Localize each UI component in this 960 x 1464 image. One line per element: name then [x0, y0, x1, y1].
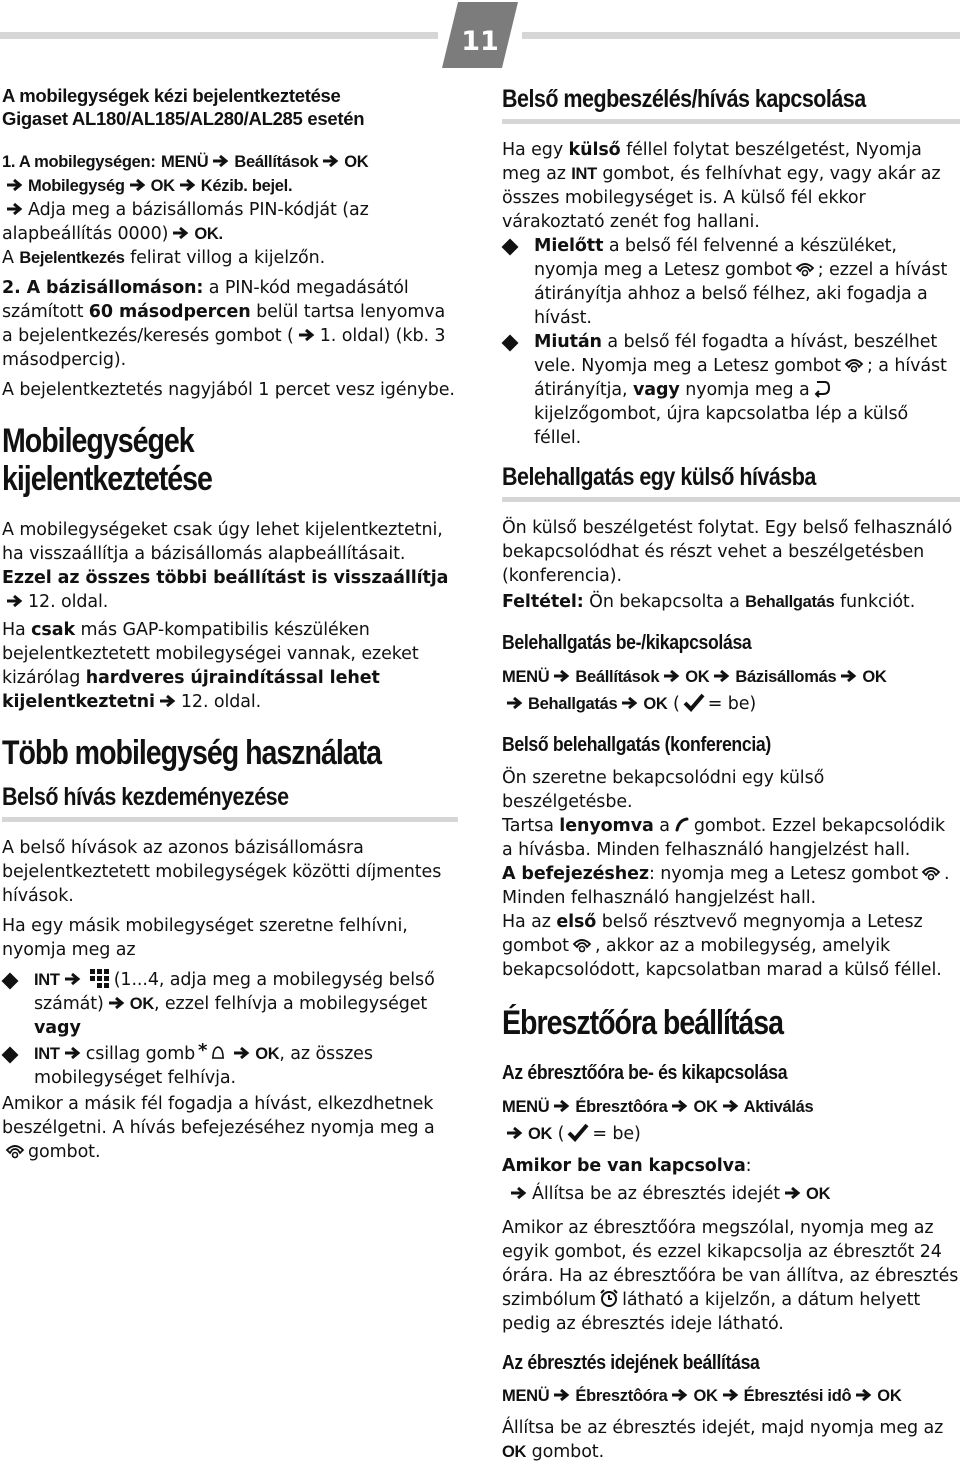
arrow-icon — [840, 669, 858, 683]
ok-key: OK — [862, 668, 887, 686]
cp4-c: belső résztvevő megnyomja a Letesz gombot — [502, 912, 923, 956]
alarm-para-a: Amikor az ébresztőóra megszólal, nyomja meg az egyik gombot, és ezzel kikapcsolja az ébresztőt 24 órára. Ha az ébresztőóra be van állítva, az ébresztés szimbólum — [502, 1218, 959, 1310]
header-rule-right — [522, 32, 960, 39]
internal-para-1: A belső hívások az azonos bázisállomásra bejelentkeztetett mobilegységek közötti díjmentes hívások. — [2, 838, 442, 906]
arrow-icon — [722, 1388, 740, 1402]
check-icon — [567, 1122, 589, 1142]
heading-rule — [2, 817, 458, 822]
transfer-heading: Belső megbeszélés/hívás kapcsolása — [502, 85, 866, 113]
end-call-icon — [795, 260, 815, 278]
tb2-f: kijelzőgombot, újra kapcsolatba lép a külső féllel. — [534, 404, 909, 448]
conf-para-4 — [502, 910, 960, 982]
when-on-label: Amikor be van kapcsolva — [502, 1156, 746, 1176]
ok-key: OK — [643, 695, 668, 713]
listen-para-1: Ön külső beszélgetést folytat. Egy belső felhasználó bekapcsolódhat és részt vehet a beszélgetésben (konferencia). — [502, 518, 953, 586]
alarm-path: MENÜ Ébresztôóra OK Aktiválás OK ( = be) — [502, 1098, 814, 1144]
alarm-para — [502, 1216, 960, 1336]
bullet-call-one — [2, 968, 458, 1040]
ok-key: OK — [528, 1125, 553, 1143]
step-2-text-c: belül tartsa lenyomva a bejelentkezés/keresés gombot ( — [2, 302, 446, 346]
display-registering: Bejelentkezés — [19, 249, 125, 267]
menu-handset: Mobilegység — [28, 177, 125, 195]
end-call-icon — [844, 356, 864, 374]
arrow-icon — [506, 1126, 524, 1140]
deregister-para-2 — [2, 566, 458, 614]
cp3-b: : nyomja meg a Letesz gombot — [648, 864, 918, 884]
menu-alarm: Ébresztôóra — [575, 1387, 668, 1405]
alarm-time-path — [502, 1384, 960, 1408]
bullet-icon — [2, 973, 19, 990]
blink-text-a: A — [2, 248, 14, 268]
cp3-a: A befejezéshez — [502, 864, 649, 884]
deregister-heading-line1: Mobilegységek — [2, 422, 194, 460]
step-2 — [2, 276, 458, 372]
arrow-icon — [722, 1099, 740, 1113]
tb2-e: nyomja meg a — [685, 380, 810, 400]
arrow-icon — [553, 669, 571, 683]
menu-base: Bázisállomás — [735, 668, 837, 686]
ok-key: OK — [693, 1098, 718, 1116]
cp4-d: , akkor az a mobilegység, amelyik bekapcsolódott, kapcsolatban marad a külső féllel. — [502, 936, 942, 980]
atp-b: gombot. — [531, 1442, 605, 1462]
alarm-para-b: látható a kijelzőn, a dátum helyett pedig az ébresztés ideje látható. — [502, 1290, 921, 1334]
page-number-tab — [440, 0, 520, 68]
menu-settings: Beállítások — [575, 668, 660, 686]
arrow-icon — [322, 154, 340, 168]
alarm-when-on — [502, 1154, 960, 1178]
internal-p3-end: gombot. — [28, 1142, 101, 1162]
or-text: vagy — [34, 1018, 81, 1038]
ok-key: OK — [255, 1045, 280, 1063]
arrow-icon — [6, 178, 24, 192]
transfer-bullet-1 — [502, 234, 960, 330]
page-number: 11 — [461, 26, 499, 57]
keypad-icon — [89, 968, 111, 988]
ok-key: OK — [502, 1443, 527, 1461]
menu-key: MENÜ — [161, 153, 209, 171]
internal-para-3 — [2, 1092, 458, 1164]
svg-text:*: * — [198, 1042, 208, 1061]
pin-instruction: Adja meg a bázisállomás PIN-kódját (az alapbeállítás 0000) — [2, 200, 369, 244]
int-key: INT — [571, 165, 597, 183]
on-label: = be) — [707, 694, 757, 714]
left-column — [2, 84, 458, 1164]
bullet-icon — [502, 239, 519, 256]
b2-text-b: , az összes mobilegységet felhívja. — [34, 1044, 373, 1088]
cp2-c: a — [659, 816, 670, 836]
header-rule-left — [0, 32, 438, 39]
deregister-para-3 — [2, 618, 458, 714]
arrow-icon — [784, 1186, 802, 1200]
conf-para-2 — [502, 814, 960, 862]
arrow-icon — [129, 178, 147, 192]
dereg-p3-b: csak — [31, 620, 75, 640]
alarm-clock-icon — [599, 1288, 619, 1308]
cp4-b: első — [556, 912, 597, 932]
check-icon — [683, 692, 705, 712]
arrow-icon — [6, 594, 24, 608]
alarm-heading: Ébresztőóra beállítása — [502, 1004, 784, 1042]
internal-para-2: Ha egy másik mobilegységet szeretne felhívni, nyomja meg az — [2, 916, 408, 960]
end-call-icon — [921, 864, 941, 882]
arrow-icon — [855, 1388, 873, 1402]
arrow-icon — [64, 972, 82, 986]
ok-key: OK — [806, 1185, 831, 1203]
step-2-seconds: 60 másodpercen — [88, 302, 251, 322]
arrow-icon — [233, 1046, 251, 1060]
lp-d: funkciót. — [839, 592, 916, 612]
arrow-icon — [553, 1388, 571, 1402]
listen-heading: Belehallgatás egy külső hívásba — [502, 463, 816, 491]
tb2-c: ; a hívást átirányítja, — [534, 356, 947, 400]
menu-alarm: Ébresztôóra — [575, 1098, 668, 1116]
menu-register: Kézib. bejel. — [200, 177, 293, 195]
end-call-icon — [5, 1142, 25, 1160]
step-2-ref: 1. oldal) (kb. 3 másodpercig). — [2, 326, 446, 370]
menu-settings: Beállítások — [234, 153, 319, 171]
page-ref: 12. oldal. — [180, 692, 262, 712]
arrow-icon — [713, 669, 731, 683]
blink-text-c: felirat villog a kijelzőn. — [130, 248, 326, 268]
transfer-para — [502, 138, 960, 234]
dereg-p3-a: Ha — [2, 620, 26, 640]
tb2-a: Miután — [534, 332, 602, 352]
lp-c: Behallgatás — [745, 593, 835, 611]
ok-key: OK — [685, 668, 710, 686]
alarm-time-heading: Az ébresztés idejének beállítása — [502, 1351, 760, 1374]
alarm-set-step — [502, 1182, 960, 1206]
bullet-icon — [502, 335, 519, 352]
set-time-text: Állítsa be az ébresztés idejét — [532, 1184, 781, 1204]
int-key: INT — [34, 971, 60, 989]
cp2-a: Tartsa — [502, 816, 554, 836]
int-key: INT — [34, 1045, 60, 1063]
back-icon — [813, 380, 831, 398]
arrow-icon — [108, 996, 126, 1010]
cp2-b: lenyomva — [559, 816, 654, 836]
conf-para-3 — [502, 862, 960, 910]
listen-para-2 — [502, 590, 960, 614]
star-bell-icon — [198, 1042, 226, 1062]
ok-key: OK — [150, 177, 175, 195]
internal-p3-text: Amikor a másik fél fogadja a hívást, elkezdhetnek beszélgetni. A hívás befejezéséhez nyomja meg a — [2, 1094, 435, 1138]
step-2-label: 2. A bázisállomáson: — [2, 278, 204, 298]
tb1-b: a belső fél felvenné a készüléket, nyomja meg a Letesz gombot — [534, 236, 897, 280]
arrow-icon — [506, 696, 524, 710]
ok-key: OK. — [194, 225, 223, 243]
arrow-icon — [179, 178, 197, 192]
dereg-p3-d: hardveres újraindítással lehet kijelentkeztetni — [2, 668, 380, 712]
tp-d: gombot, és felhívhat egy, vagy akár az összes mobilegységet is. A külső fél ekkor várakoztató zenét fog hallani. — [502, 164, 941, 232]
arrow-icon — [510, 1186, 528, 1200]
tb2-d: vagy — [632, 380, 680, 400]
deregister-warning: Ezzel az összes többi beállítást is visszaállítja — [2, 568, 449, 588]
arrow-icon — [64, 1046, 82, 1060]
alarm-time-para — [502, 1416, 960, 1464]
arrow-icon — [172, 226, 190, 240]
step-1 — [2, 150, 458, 270]
b1-text-b: , ezzel felhívja a mobilegységet — [153, 994, 428, 1014]
step-2-text-a: a PIN-kód megadásától számított — [2, 278, 409, 322]
on-label: = be) — [592, 1124, 641, 1144]
arrow-icon — [298, 328, 316, 342]
heading-rule — [502, 497, 960, 502]
deregister-heading-line2: kijelentkeztetése — [2, 460, 212, 498]
page-ref: 12. oldal. — [28, 592, 109, 612]
arrow-icon — [6, 202, 24, 216]
menu-key: MENÜ — [502, 1387, 550, 1405]
registration-time-note: A bejelentkeztetés nagyjából 1 percet vesz igénybe. — [2, 380, 455, 400]
tb1-a: Mielőtt — [534, 236, 604, 256]
conference-heading: Belső belehallgatás (konferencia) — [502, 733, 771, 756]
ok-key: OK — [877, 1387, 902, 1405]
onoff-heading: Belehallgatás be-/kikapcsolása — [502, 631, 752, 654]
internal-call-heading: Belső hívás kezdeményezése — [2, 783, 289, 811]
right-column — [502, 84, 960, 1464]
b1-text: (1...4, adja meg a mobilegység belső számát) — [34, 970, 435, 1014]
bullet-icon — [2, 1047, 19, 1064]
ok-key: OK — [129, 995, 154, 1013]
menu-alarm-time: Ébresztési idô — [743, 1387, 852, 1405]
tp-a: Ha egy — [502, 140, 564, 160]
menu-key: MENÜ — [502, 668, 550, 686]
menu-key: MENÜ — [502, 1098, 550, 1116]
tb2-b: a belső fél fogadta a hívást, beszélhet vele. Nyomja meg a Letesz gombot — [534, 332, 938, 376]
conf-para-1: Ön szeretne bekapcsolódni egy külső beszélgetésbe. — [502, 768, 825, 812]
cp4-a: Ha az — [502, 912, 551, 932]
colon: : — [745, 1156, 752, 1176]
arrow-icon — [671, 1099, 689, 1113]
alarm-onoff-heading: Az ébresztőóra be- és kikapcsolása — [502, 1061, 788, 1084]
deregister-para-1: A mobilegységeket csak úgy lehet kijelentkeztetni, ha visszaállítja a bázisállomás alapbeállításait. — [2, 520, 443, 564]
arrow-icon — [671, 1388, 689, 1402]
lp-a: Feltétel: — [502, 592, 584, 612]
atp-a: Állítsa be az ébresztés idejét, majd nyomja meg az — [502, 1418, 944, 1438]
arrow-icon — [212, 154, 230, 168]
heading-rule — [502, 119, 960, 124]
bullet-call-all — [2, 1042, 458, 1090]
step-1-label: 1. A mobilegységen: — [2, 153, 156, 171]
tb1-c: ; ezzel a hívást átirányítja ahhoz a belső félhez, aki fogadja a hívást. — [534, 260, 948, 328]
talk-key-icon — [673, 816, 691, 834]
tp-b: külső — [568, 140, 621, 160]
multi-handset-heading: Több mobilegység használata — [2, 734, 382, 772]
arrow-icon — [553, 1099, 571, 1113]
menu-activate: Aktiválás — [743, 1098, 814, 1116]
registration-title: A mobilegységek kézi bejelentkeztetése Gigaset AL180/AL185/AL280/AL285 esetén — [2, 85, 365, 129]
arrow-icon — [621, 696, 639, 710]
transfer-bullet-2 — [502, 330, 960, 450]
tp-c: féllel folytat beszélgetést, Nyomja meg az — [502, 140, 922, 184]
menu-listen: Behallgatás — [528, 695, 618, 713]
cp2-d: gombot. Ezzel bekapcsolódik a hívásba. Minden felhasználó hangjelzést hall. — [502, 816, 946, 860]
arrow-icon — [159, 694, 177, 708]
cp3-c: . Minden felhasználó hangjelzést hall. — [502, 864, 950, 908]
end-call-icon — [572, 936, 592, 954]
ok-key: OK — [693, 1387, 718, 1405]
b2-text: csillag gomb — [85, 1044, 196, 1064]
ok-key: OK — [344, 153, 369, 171]
lp-b: Ön bekapcsolta a — [589, 592, 740, 612]
onoff-path: MENÜ Beállítások OK Bázisállomás OK Behallgatás OK ( = be) — [502, 668, 887, 714]
arrow-icon — [663, 669, 681, 683]
dereg-p3-c: más GAP-kompatibilis készüléken bejelentkeztetett mobilegységei vannak, ezeket kizárólag — [2, 620, 419, 688]
